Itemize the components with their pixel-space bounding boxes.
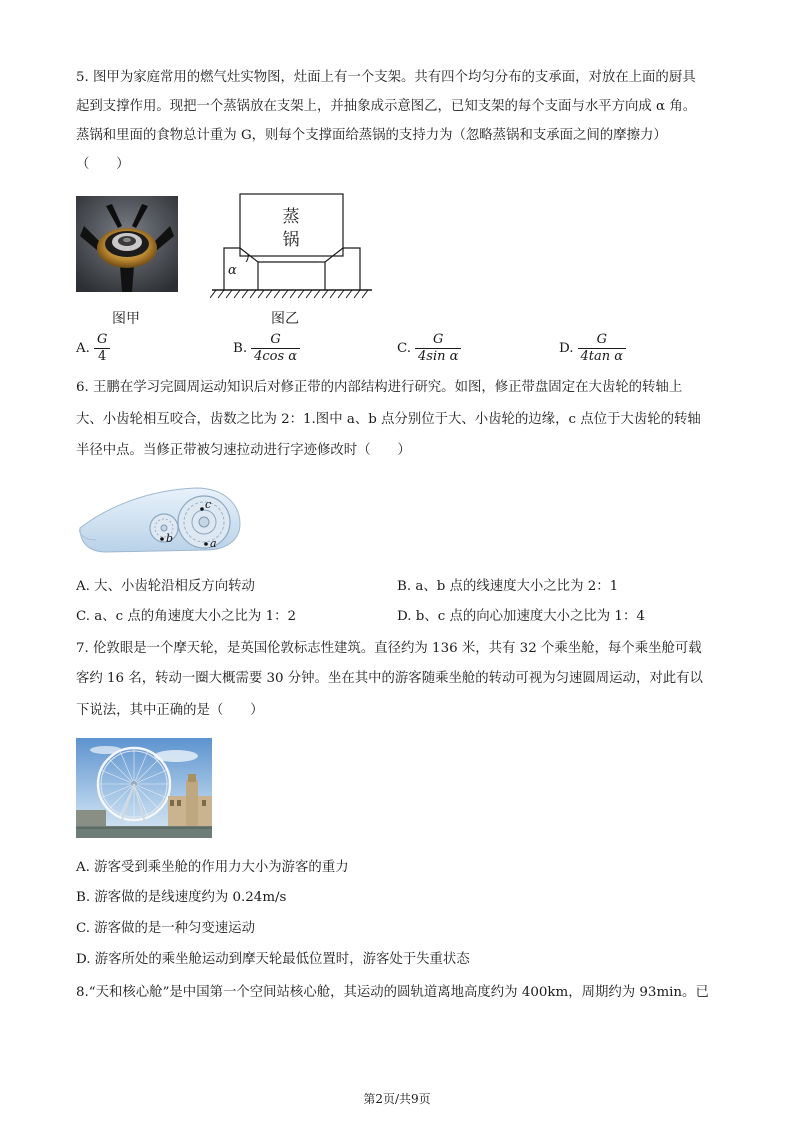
point-b-label: b	[166, 532, 174, 545]
figure-a-caption: 图甲	[112, 311, 140, 327]
q6-text-line-2: 大、小齿轮相互咬合，齿数之比为 2：1.图中 a、b 点分别位于大、小齿轮的边缘，c 点位于大齿轮的转轴	[76, 412, 701, 427]
q6-option-d[interactable]: D. b、c 点的向心加速度大小之比为 1：4	[397, 609, 645, 624]
london-eye-photo	[76, 738, 212, 838]
q6-text-line-1: 6. 王鹏在学习完圆周运动知识后对修正带的内部结构进行研究。如图，修正带盘固定在大齿轮的转轴上	[76, 380, 683, 395]
point-c-label: c	[205, 498, 212, 511]
q5-text-line-1: 5. 图甲为家庭常用的燃气灶实物图，灶面上有一个支架。共有四个均匀分布的支承面，对放在上面的厨具	[76, 70, 696, 85]
q5-option-d[interactable]: D. $\frac{G}{\text{4tan α}}$	[559, 332, 626, 365]
q7-text-line-3: 下说法，其中正确的是（ ）	[76, 703, 264, 718]
angle-alpha-label: α	[228, 263, 237, 278]
q7-option-d[interactable]: D. 游客所处的乘坐舱运动到摩天轮最低位置时，游客处于失重状态	[76, 952, 470, 967]
q5-answer-paren: （ ）	[76, 157, 130, 172]
q7-text-line-1: 7. 伦敦眼是一个摩天轮，是英国伦敦标志性建筑。直径约为 136 米，共有 32 个乘坐舱，每个乘坐舱可载	[76, 641, 702, 656]
q5-option-b[interactable]: B. $\frac{G}{\text{4cos α}}$	[233, 332, 300, 365]
point-a-label: a	[210, 537, 217, 550]
page-number-footer: 第2页/共9页	[363, 1092, 431, 1106]
q6-text-line-3: 半径中点。当修正带被匀速拉动进行字迹修改时（ ）	[76, 443, 411, 458]
q7-option-a[interactable]: A. 游客受到乘坐舱的作用力大小为游客的重力	[76, 860, 349, 875]
q8-text-line-1: 8.“天和核心舱”是中国第一个空间站核心舱，其运动的圆轨道离地高度约为 400km，周期约为 93min。已	[76, 985, 709, 1000]
q7-option-b[interactable]: B. 游客做的是线速度约为 0.24m/s	[76, 890, 287, 905]
q7-option-c[interactable]: C. 游客做的是一种匀变速运动	[76, 921, 255, 936]
figure-b-caption: 图乙	[271, 311, 299, 327]
q5-text-line-3: 蒸锅和里面的食物总计重为 G，则每个支撑面给蒸锅的支持力为（忽略蒸锅和支承面之间的摩擦力）	[76, 128, 667, 143]
q6-option-c[interactable]: C. a、c 点的角速度大小之比为 1：2	[76, 609, 297, 624]
q5-text-line-2: 起到支撑作用。现把一个蒸锅放在支架上，并抽象成示意图乙，已知支架的每个支面与水平方向成 α 角。	[76, 99, 697, 114]
q5-option-a[interactable]: A. $\frac{G}{4}$	[76, 332, 110, 365]
correction-tape-figure	[76, 478, 244, 558]
steamer-schematic	[210, 190, 376, 302]
pot-label-1: 蒸	[282, 207, 300, 227]
q7-text-line-2: 客约 16 名，转动一圈大概需要 30 分钟。坐在其中的游客随乘坐舱的转动可视为匀速圆周运动，对此有以	[76, 671, 703, 686]
q6-option-b[interactable]: B. a、b 点的线速度大小之比为 2：1	[397, 579, 619, 594]
stove-burner-photo	[76, 196, 178, 292]
q5-option-c[interactable]: C. $\frac{G}{\text{4sin α}}$	[397, 332, 461, 365]
pot-label-2: 锅	[282, 230, 300, 250]
q6-option-a[interactable]: A. 大、小齿轮沿相反方向转动	[76, 579, 255, 594]
